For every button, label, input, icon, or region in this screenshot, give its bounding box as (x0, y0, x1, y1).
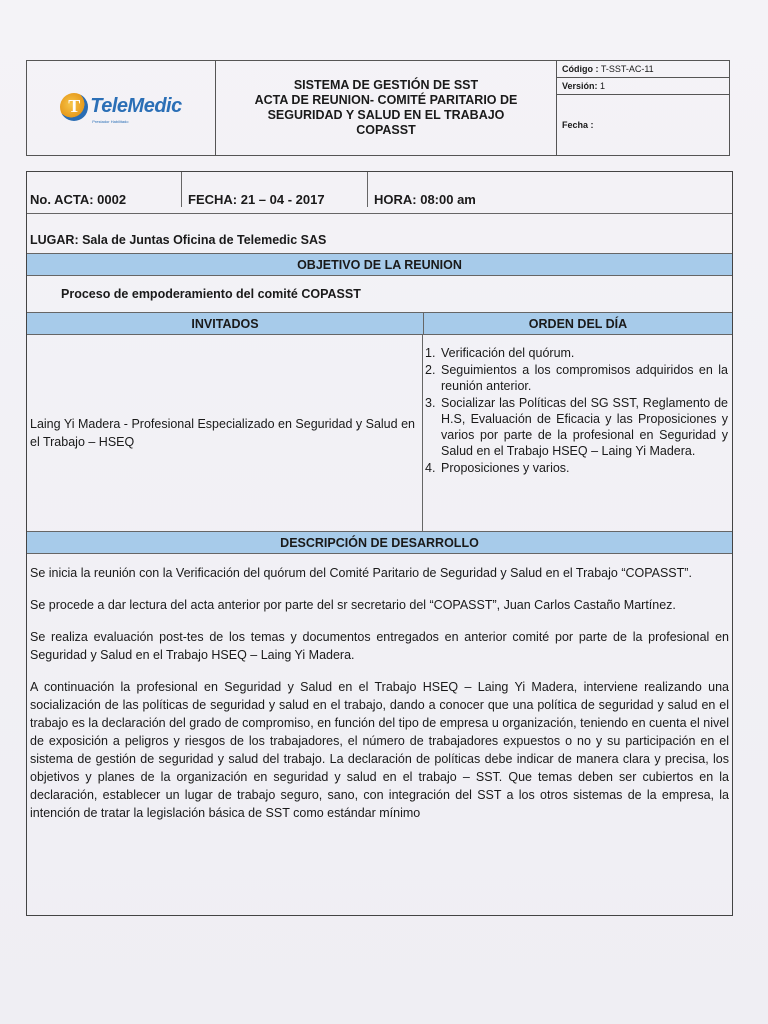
document-header (26, 60, 730, 156)
objective-text: Proceso de empoderamiento del comité COPASST (27, 276, 732, 313)
description-paragraph: Se inicia la reunión con la Verificación del quórum del Comité Paritario de Seguridad y Salud en el Trabajo “COPASST”. (30, 566, 692, 580)
logo-cell (27, 61, 216, 155)
acta-info-row (27, 172, 732, 214)
version-field: Versión: 1 (557, 78, 729, 95)
logo-text: TeleMedic (90, 95, 182, 117)
guests-agenda-heading (27, 313, 732, 335)
code-field: Código : T-SST-AC-11 (557, 61, 729, 78)
agenda-item: 4. Proposiciones y varios. (425, 461, 570, 475)
acta-number: No. ACTA: 0002 (27, 172, 182, 207)
description-paragraph: Se realiza evaluación post-tes de los temas y documentos entregados en anterior comité por parte de la profesional en Seguridad y Salud en el Trabajo HSEQ – Laing Yi Madera. (30, 630, 729, 662)
date-field: Fecha : (562, 120, 594, 130)
description-paragraph: A continuación la profesional en Seguridad y Salud en el Trabajo HSEQ – Laing Yi Madera, interviene realizando una socialización de las políticas de seguridad y salud en el trabajo, dando a conocer que una política de seguridad y salud en el trabajo es la declaración del grado de compromiso, en función del tipo de empresa u organización, teniendo en cuenta el nivel de exposición a peligros y riesgos de los trabajadores, el número de trabajadores expuestos o no y su participación en el sistema de gestión de seguridad y salud del trabajo. La declaración de políticas debe indicar de manera clara y precisa, los objetivos y planes de la organización en seguridad y salud en el trabajo – SST. Que temas deben ser cubiertos en la declaración, establecer un lugar de trabajo seguro, sano, con integración del SST a los otros sistemas de la empresa, la intención de tratar la legislación básica de SST como estándar mínimo (30, 680, 729, 820)
document-title: SISTEMA DE GESTIÓN DE SST ACTA DE REUNION- COMITÉ PARITARIO DE SEGURIDAD Y SALUD EN EL TRABAJO COPASST (216, 61, 557, 155)
telemedic-logo (60, 93, 181, 124)
guests-agenda-body (27, 335, 732, 532)
agenda-item: 2. Seguimientos a los compromisos adquiridos en la reunión anterior. (425, 363, 728, 393)
acta-date: FECHA: 21 – 04 - 2017 (182, 172, 368, 207)
description-paragraph: Se procede a dar lectura del acta anterior por parte del sr secretario del “COPASST”, Juan Carlos Castaño Martínez. (30, 598, 676, 612)
minutes-table (26, 171, 733, 916)
guests-heading: INVITADOS (27, 313, 424, 334)
acta-time: HORA: 08:00 am (374, 192, 476, 207)
document-meta (557, 61, 729, 155)
agenda-item: 1. Verificación del quórum. (425, 346, 575, 360)
agenda-item: 3. Socializar las Políticas del SG SST, Reglamento de H.S, Evaluación de Eficacia y las Proposiciones y varios por parte de la profesional en Seguridad y Salud en el Trabajo HSEQ – Laing Yi Madera. (425, 396, 728, 458)
description-body (27, 554, 732, 822)
agenda-heading: ORDEN DEL DÍA (528, 316, 628, 331)
logo-tagline: Prestador Habilitado (92, 118, 129, 124)
location-row: LUGAR: Sala de Juntas Oficina de Telemedic SAS (27, 214, 732, 254)
objective-heading: OBJETIVO DE LA REUNION (27, 254, 732, 276)
agenda-list (423, 335, 732, 531)
guests-text: Laing Yi Madera - Profesional Especializado en Seguridad y Salud en el Trabajo – HSEQ (27, 335, 423, 531)
logo-mark-icon: T (60, 93, 88, 121)
description-heading: DESCRIPCIÓN DE DESARROLLO (27, 532, 732, 554)
